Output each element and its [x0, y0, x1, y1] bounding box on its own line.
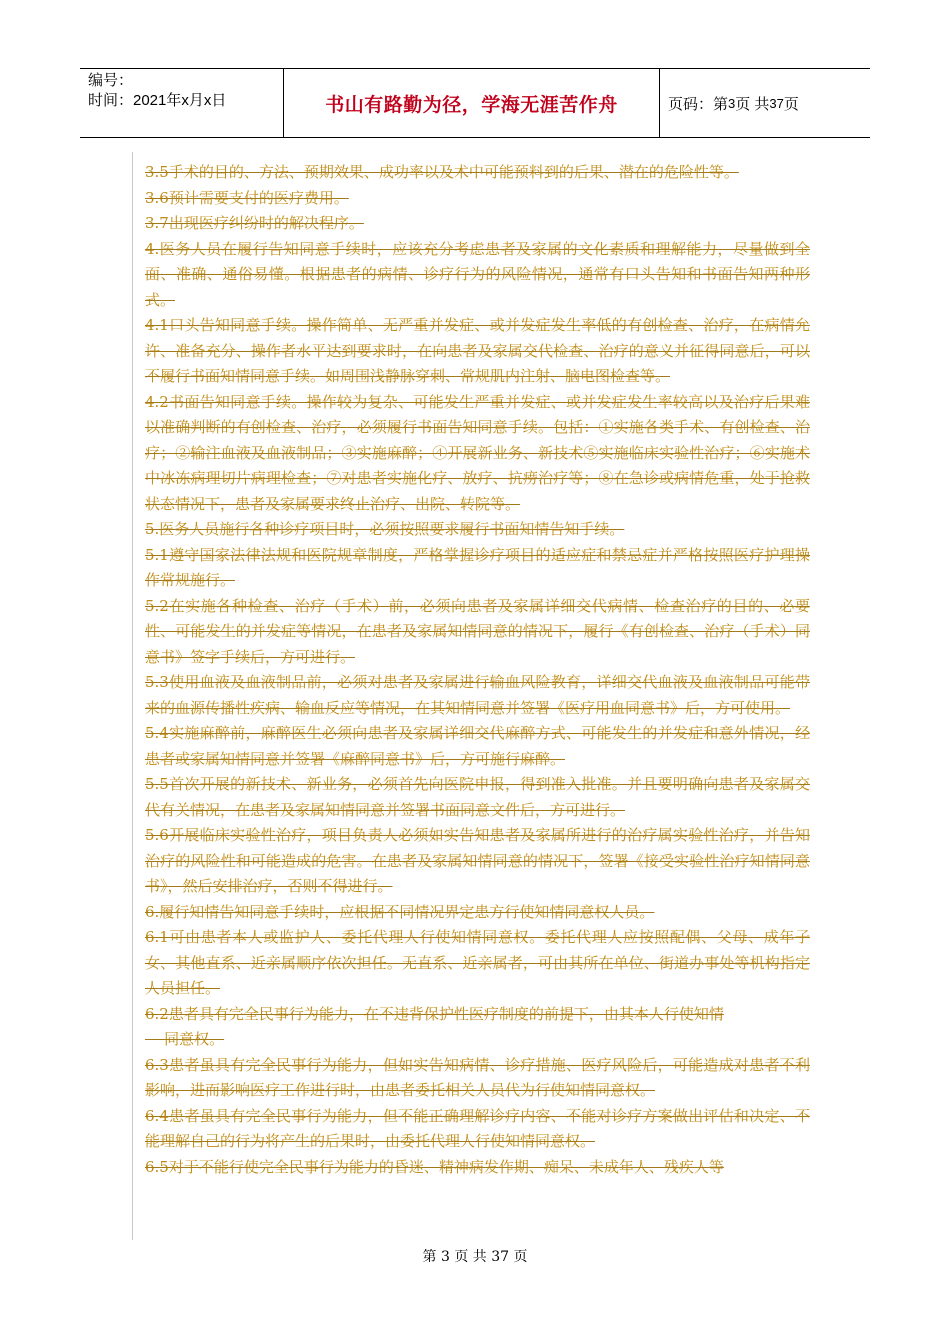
paragraph-5-2: 5.2在实施各种检查、治疗（手术）前，必须向患者及家属详细交代病情、检查治疗的目的、必要性、可能发生的并发症等情况，在患者及家属知情同意的情况下，履行《有创检查、治疗（手术）同意书》签字手续后，方可进行。	[145, 596, 810, 666]
header-meta	[80, 69, 284, 137]
page-prefix: 页码：第	[668, 95, 729, 113]
paragraph-3-6: 3.6预计需要支付的医疗费用。	[145, 188, 349, 207]
paragraph-4: 4.医务人员在履行告知同意手续时，应该充分考虑患者及家属的文化素质和理解能力，尽量做到全面、准确、通俗易懂。根据患者的病情、诊疗行为的风险情况，通常有口头告知和书面告知两种形式。	[145, 239, 810, 309]
paragraph-5-4: 5.4实施麻醉前，麻醉医生必须向患者及家属详细交代麻醉方式、可能发生的并发症和意外情况，经患者或家属知情同意并签署《麻醉同意书》后，方可施行麻醉。	[145, 724, 810, 768]
left-margin-line	[132, 152, 133, 1240]
paragraph-6: 6.履行知情告知同意手续时，应根据不同情况界定患方行使知情同意权人员。	[145, 902, 655, 921]
paragraph-6-5: 6.5对于不能行使完全民事行为能力的昏迷、精神病发作期、痴呆、未成年人、残疾人等	[145, 1157, 724, 1176]
serial-label: 编号：	[88, 72, 134, 89]
paragraph-6-3: 6.3患者虽具有完全民事行为能力，但如实告知病情、诊疗措施、医疗风险后，可能造成对患者不利影响，进而影响医疗工作进行时，由患者委托相关人员代为行使知情同意权。	[145, 1055, 810, 1099]
header-page-indicator	[660, 69, 870, 137]
paragraph-5-6: 5.6开展临床实验性治疗，项目负责人必须如实告知患者及家属所进行的治疗属实验性治疗，并告知治疗的风险性和可能造成的危害。在患者及家属知情同意的情况下，签署《接受实验性治疗知情同意书》，然后安排治疗，否则不得进行。	[145, 826, 810, 895]
paragraph-6-1: 6.1可由患者本人或监护人、委托代理人行使知情同意权。委托代理人应按照配偶、父母、成年子女、其他直系、近亲属顺序依次担任。无直系、近亲属者，可由其所在单位、街道办事处等机构指定人员担任。	[145, 928, 810, 997]
page-mid: 页 共	[735, 95, 770, 113]
footer-prefix: 第	[422, 1249, 437, 1265]
document-body	[145, 160, 810, 1180]
paragraph-6-4: 6.4患者虽具有完全民事行为能力，但不能正确理解诊疗内容、不能对诊疗方案做出评估和决定、不能理解自己的行为将产生的后果时，由委托代理人行使知情同意权。	[145, 1106, 810, 1150]
paragraph-4-1: 4.1口头告知同意手续。操作简单、无严重并发症、或并发症发生率低的有创检查、治疗，在病情允许、准备充分、操作者水平达到要求时，在向患者及家属交代检查、治疗的意义并征得同意后，可以不履行书面知情同意手续。如周围浅静脉穿刺、常规肌内注射、脑电图检查等。	[145, 316, 810, 385]
footer-mid: 页 共	[454, 1249, 487, 1265]
paragraph-3-7: 3.7出现医疗纠纷时的解决程序。	[145, 214, 364, 232]
footer-page-number: 3	[440, 1249, 450, 1265]
paragraph-5-5: 5.5首次开展的新技术、新业务，必须首先向医院申报，得到准入批准。并且要明确向患者及家属交代有关情况，在患者及家属知情同意并签署书面同意文件后，方可进行。	[145, 775, 810, 819]
date-label: 时间：2021年x月x日	[88, 92, 227, 109]
paragraph-6-2: 6.2患者具有完全民事行为能力，在不违背保护性医疗制度的前提下，由其本人行使知情 同意权。	[145, 1004, 724, 1048]
footer-page-total: 37	[491, 1249, 510, 1265]
page-suffix: 页	[783, 95, 799, 113]
header-motto-cell	[284, 69, 660, 137]
page-total: 37	[769, 95, 784, 111]
paragraph-5-1: 5.1遵守国家法律法规和医院规章制度，严格掌握诊疗项目的适应症和禁忌症并严格按照医疗护理操作常规施行。	[145, 545, 810, 589]
page-number: 3	[728, 95, 736, 111]
motto: 书山有路勤为径，学海无涯苦作舟	[325, 93, 618, 116]
page-footer	[0, 1246, 950, 1266]
footer-suffix: 页	[513, 1249, 528, 1265]
paragraph-5-3: 5.3使用血液及血液制品前，必须对患者及家属进行输血风险教育，详细交代血液及血液制品可能带来的血源传播性疾病、输血反应等情况，在其知情同意并签署《医疗用血同意书》后，方可使用。	[145, 673, 810, 717]
page-header	[80, 68, 870, 138]
paragraph-5: 5.医务人员施行各种诊疗项目时，必须按照要求履行书面知情告知手续。	[145, 520, 625, 538]
paragraph-4-2: 4.2书面告知同意手续。操作较为复杂、可能发生严重并发症、或并发症发生率较高以及治疗后果难以准确判断的有创检查、治疗，必须履行书面告知同意手续。包括：①实施各类手术、有创检查、治疗；②输注血液及血液制品；③实施麻醉；④开展新业务、新技术⑤实施临床实验性治疗；⑥实施术中冰冻病理切片病理检查；⑦对患者实施化疗、放疗、抗痨治疗等；⑧在急诊或病情危重，处于抢救状态情况下，患者及家属要求终止治疗、出院、转院等。	[145, 392, 810, 513]
paragraph-3-5: 3.5手术的目的、方法、预期效果、成功率以及术中可能预料到的后果、潜在的危险性等。	[145, 163, 739, 181]
